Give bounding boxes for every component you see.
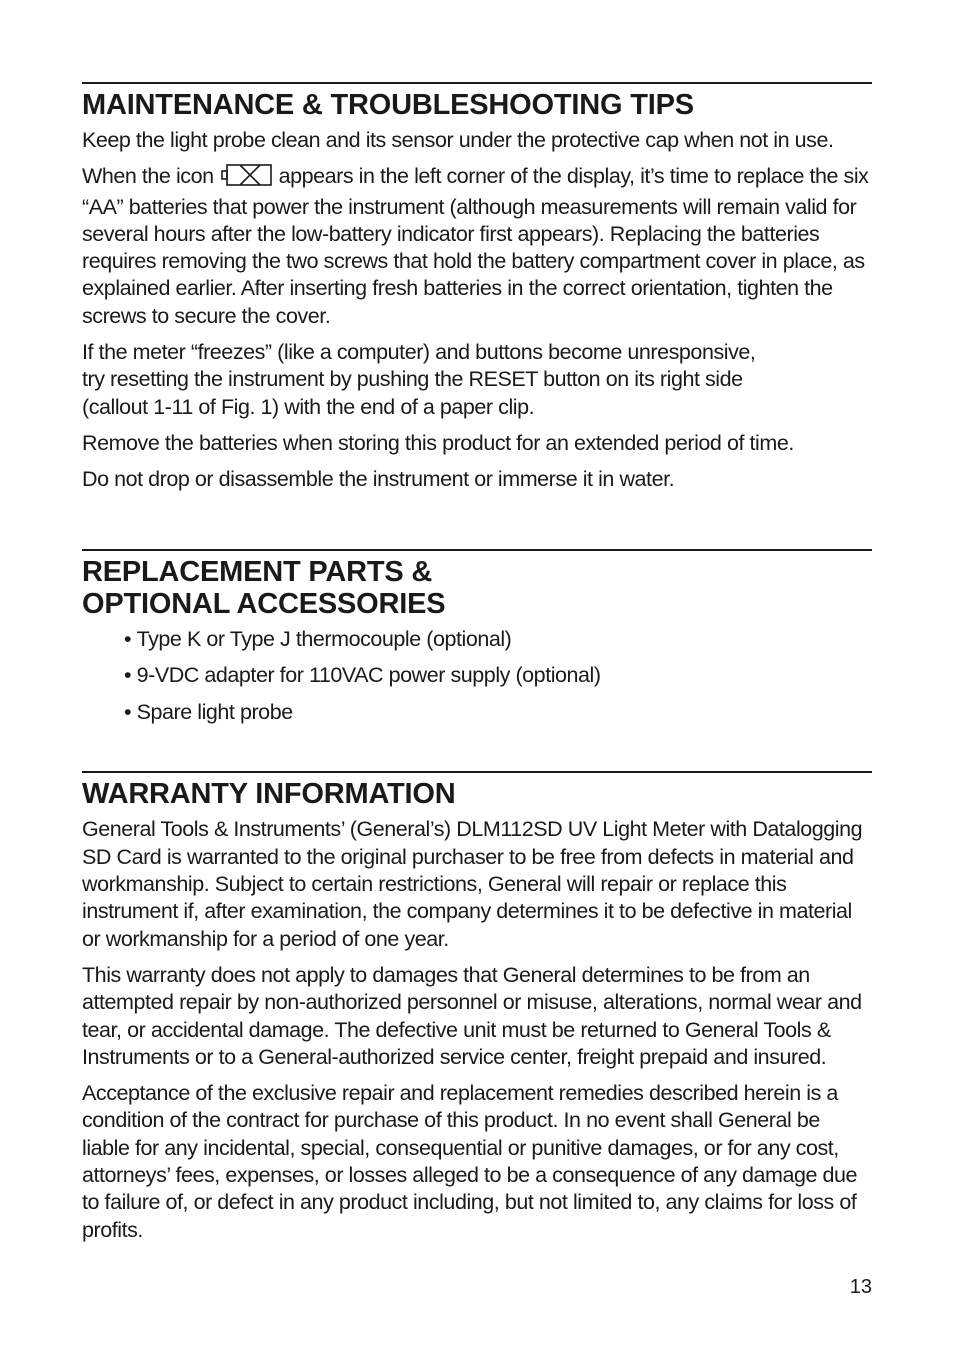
parts-list [82, 626, 872, 727]
list-item: • 9-VDC adapter for 110VAC power supply (optional) [124, 662, 872, 689]
warranty-paragraph-coverage: General Tools & Instruments’ (General’s) DLM112SD UV Light Meter with Datalogging SD Card is warranted to the original purchaser to be free from defects in material and workmanship. Subject to certain restrictions, General will repair or replace this instrument if, after examination, the company determines it to be defective in material or workmanship for a period of one year. [82, 817, 863, 951]
maintenance-paragraph-handling: Do not drop or disassemble the instrument or immerse it in water. [82, 467, 675, 492]
reset-line-3: (callout 1-11 of Fig. 1) with the end of a paper clip. [82, 394, 535, 419]
warranty-heading: WARRANTY INFORMATION [82, 778, 456, 811]
heading-line-2: OPTIONAL ACCESSORIES [82, 587, 446, 620]
warranty-paragraph-liability: Acceptance of the exclusive repair and replacement remedies described herein is a condition of the contract for purchase of this product. In no event shall General be liable for any incidental, special, consequential or punitive damages, or for any cost, attorneys’ fees, expenses, or losses alleged to be a consequence of any damage due to failure of, or defect in any product including, but not limited to, any claims for loss of profits. [82, 1081, 858, 1242]
maintenance-section [82, 82, 872, 494]
maintenance-paragraph-reset [82, 339, 872, 421]
maintenance-paragraph-probe: Keep the light probe clean and its sensor under the protective cap when not in use. [82, 128, 834, 152]
warranty-section [82, 771, 872, 1243]
battery-text-after-icon: appears in the left corner of the display, it’s time to replace the six “AA” batteries that power the instrument (although measurements will remain valid for several hours after the low-battery indicator first appears). Replacing the batteries requires removing the two screws that hold the battery compartment cover in place, as explained earlier. After inserting fresh batteries in the correct orientation, tighten the screws to secure the cover. [82, 164, 869, 328]
list-item: • Spare light probe [124, 699, 872, 726]
heading-line-1: REPLACEMENT PARTS & [82, 555, 433, 588]
reset-line-1: If the meter “freezes” (like a computer) and buttons become unresponsive, [82, 340, 756, 365]
document-page [82, 82, 872, 1253]
list-item: • Type K or Type J thermocouple (optional) [124, 626, 872, 653]
page-number: 13 [849, 1276, 872, 1298]
maintenance-paragraph-battery [82, 163, 872, 330]
maintenance-paragraph-storage: Remove the batteries when storing this product for an extended period of time. [82, 430, 794, 455]
replacement-parts-section [82, 549, 872, 727]
battery-text-before-icon: When the icon [82, 164, 214, 189]
reset-line-2: try resetting the instrument by pushing the RESET button on its right side [82, 367, 743, 392]
low-battery-icon [221, 164, 273, 193]
maintenance-heading: MAINTENANCE & TROUBLESHOOTING TIPS [82, 89, 694, 121]
warranty-paragraph-exclusions: This warranty does not apply to damages that General determines to be from an attempted repair by non-authorized personnel or misuse, alterations, normal wear and tear, or accidental damage. The defective unit must be returned to General Tools & Instruments or to a General-authorized service center, freight prepaid and insured. [82, 962, 862, 1069]
replacement-parts-heading [82, 556, 872, 620]
